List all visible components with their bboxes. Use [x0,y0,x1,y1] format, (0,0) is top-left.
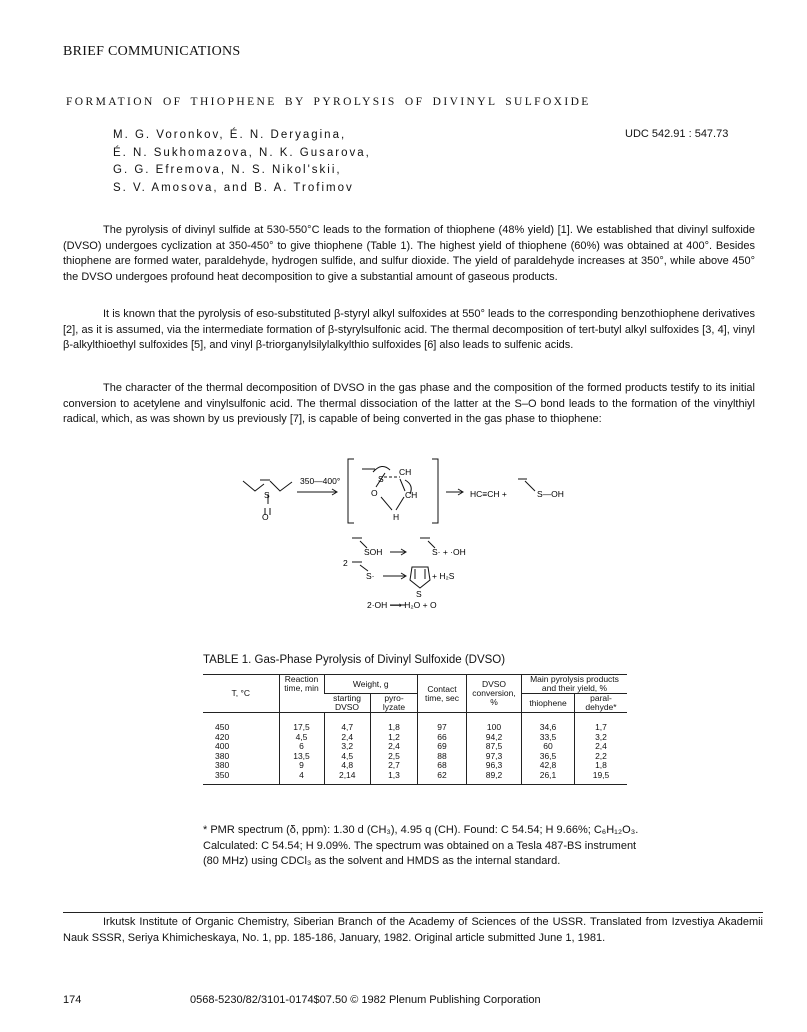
table-cell: 69 [418,742,467,752]
table-cell: 420 [215,731,230,742]
table-cell: 4,8 [324,761,371,771]
table-cell: 2,4 [575,742,628,752]
table-cell: 13,5 [279,752,324,762]
pyrolysis-table [203,674,627,785]
table-footnote: * PMR spectrum (δ, ppm): 1.30 d (CH₃), 4.95 q (CH). Found: C 54.54; H 9.66%; C₆H₁₂O₃. Calculated: C 54.54; H 9.09%. The spectrum was obtained on a Tesla 487-BS instrument (80 MHz) using CDCl₃ as the solvent and HMDS as the internal standard. [203,824,639,867]
table-cell: 4,5 [324,752,371,762]
scheme-coefficient: 2 [343,558,348,568]
col-thiophene: thiophene [522,694,575,713]
affiliation-note: Irkutsk Institute of Organic Chemistry, Siberian Branch of the Academy of Sciences of the USSR. Translated from Izvestiya Akademii Nauk SSSR, Seriya Khimicheskaya, No. 1, pp. 185-186, January, 1982. Original article submitted June 1, 1981. [63,916,763,944]
table-row [203,742,627,752]
body-paragraph: The character of the thermal decomposition of DVSO in the gas phase and the composition of the formed products testify to its initial conversion to acetylene and vinylsulfonic acid. The thermal dissociation of the latter at the S–O bond leads to the formation of the vinylthiyl radical, which, as was shown by us previously [7], is capable of being converted in the gas phase to thiophene: [63,382,755,425]
scheme-sulfenic-acid: S—OH [537,489,564,499]
table-cell: 2,2 [575,752,628,762]
table-cell: 2,4 [371,742,418,752]
table-cell: 9 [279,761,324,771]
table-cell: 17,5 [279,713,324,733]
scheme-atom-o: O [262,512,269,522]
table-cell: 89,2 [467,771,522,785]
table-cell: 26,1 [522,771,575,785]
scheme-products: HC≡CH + [470,489,507,499]
table-cell: 100 [467,713,522,733]
col-paraldehyde: paral- dehyde* [575,694,628,713]
table-cell: 33,5 [522,733,575,743]
scheme-atom-s: S [264,490,270,500]
table-cell: 350 [203,771,279,785]
author-line: S. V. Amosova, and B. A. Trofimov [113,181,354,194]
scheme-soh: SOH [364,547,383,557]
table-cell: 1,3 [371,771,418,785]
table-cell: 87,5 [467,742,522,752]
scheme-water-formation: 2·OH ⟶ H₂O + O [367,600,437,610]
table-cell: 34,6 [522,713,575,733]
author-line: M. G. Voronkov, É. N. Deryagina, [113,129,347,141]
table-cell: 1,8 [575,761,628,771]
table-cell: 2,4 [324,733,371,743]
col-starting-dvso: starting DVSO [333,693,361,712]
table-row [203,752,627,762]
col-temp: T, °C [203,675,279,713]
col-contact-time: Contact time, sec [418,675,467,713]
scheme-atom-ch: CH [405,490,418,500]
table-row [203,733,627,743]
table-row [203,713,627,733]
table-cell: 88 [418,752,467,762]
col-pyrolyzate: pyro- lyzate [371,694,418,713]
table-cell: 1,2 [371,733,418,743]
table-cell: 4,7 [324,713,371,733]
scheme-ring-s: S [416,589,422,599]
table-cell: 4 [279,771,324,785]
table-cell: 36,5 [522,752,575,762]
table-cell: 1,7 [575,713,628,733]
table-cell: 4,5 [279,733,324,743]
article-title: FORMATION OF THIOPHENE BY PYROLYSIS OF DIVINYL SULFOXIDE [66,96,591,108]
section-heading: BRIEF COMMUNICATIONS [63,44,241,59]
copyright-line: 0568-5230/82/3101-0174$07.50 © 1982 Plenum Publishing Corporation [190,994,541,1006]
scheme-atom-ch: CH [399,467,412,477]
table-caption: TABLE 1. Gas-Phase Pyrolysis of Divinyl Sulfoxide (DVSO) [203,654,506,666]
table-cell: 19,5 [575,771,628,785]
table-cell: 60 [522,742,575,752]
table-row [203,761,627,771]
table-cell: 6 [279,742,324,752]
table-cell: 3,2 [575,733,628,743]
table-cell: 2,5 [371,752,418,762]
table-cell: 2,7 [371,761,418,771]
table-cell: 380 [215,750,230,761]
scheme-thiyl: S· [366,571,375,581]
scheme-radicals: S· + ·OH [432,547,466,557]
table-cell: 96,3 [467,761,522,771]
table-cell: 42,8 [522,761,575,771]
table-cell: 62 [418,771,467,785]
col-main-products: Main pyrolysis products and their yield, % [522,675,628,694]
table-row [203,771,627,785]
col-conversion: DVSO conversion, % [467,675,522,713]
table-cell: 97 [418,713,467,733]
scheme-atom-o: O [371,488,378,498]
footer-divider [63,912,763,913]
col-reaction-time: Reaction time, min [279,675,324,713]
scheme-atom-h: H [393,512,400,522]
table-cell: 400 [215,741,230,751]
col-weight: Weight, g [324,675,418,694]
udc-code: UDC 542.91 : 547.73 [625,128,729,140]
scheme-arrow-label: 350—400° [300,476,341,486]
table-cell: 97,3 [467,752,522,762]
table-cell: 94,2 [467,733,522,743]
table-cell: 450 [215,722,230,732]
body-paragraph: It is known that the pyrolysis of eso-substituted β-styryl alkyl sulfoxides at 550° leads to the corresponding benzothiophene derivatives [2], as it is assumed, via the intermediate formation of β-styrylsulfonic acid. The thermal decomposition of tert-butyl alkyl sulfoxides [3, 4], vinyl β-alkylthioethyl sulfoxides [5], and vinyl β-triorganylsilylalkylthio sulfoxides [6] also leads to sulfenic acids. [63,308,755,351]
page-number: 174 [63,994,82,1006]
table-cell: 1,8 [371,713,418,733]
scheme-atom-s: S [378,474,384,484]
author-line: É. N. Sukhomazova, N. K. Gusarova, [113,146,371,159]
table-cell: 68 [418,761,467,771]
table-cell: 66 [418,733,467,743]
author-line: G. G. Efremova, N. S. Nikol'skii, [113,164,342,176]
table-cell: 2,14 [324,771,371,785]
body-paragraph: The pyrolysis of divinyl sulfide at 530-550°C leads to the formation of thiophene (48% yield) [1]. We established that divinyl sulfoxide (DVSO) undergoes cyclization at 350-450° to give thiophene (Table 1). The highest yield of thiophene (60%) was obtained at 400°. Besides thiophene are formed water, paraldehyde, hydrogen sulfide, and sulfur dioxide. The yield of paraldehyde increases at 350°, while above 450° the DVSO undergoes profound heat decomposition to give a substantial amount of gaseous products. [63,224,755,283]
table-cell: 3,2 [324,742,371,752]
scheme-h2s: + H₂S [432,571,455,581]
table-cell: 380 [215,760,230,770]
